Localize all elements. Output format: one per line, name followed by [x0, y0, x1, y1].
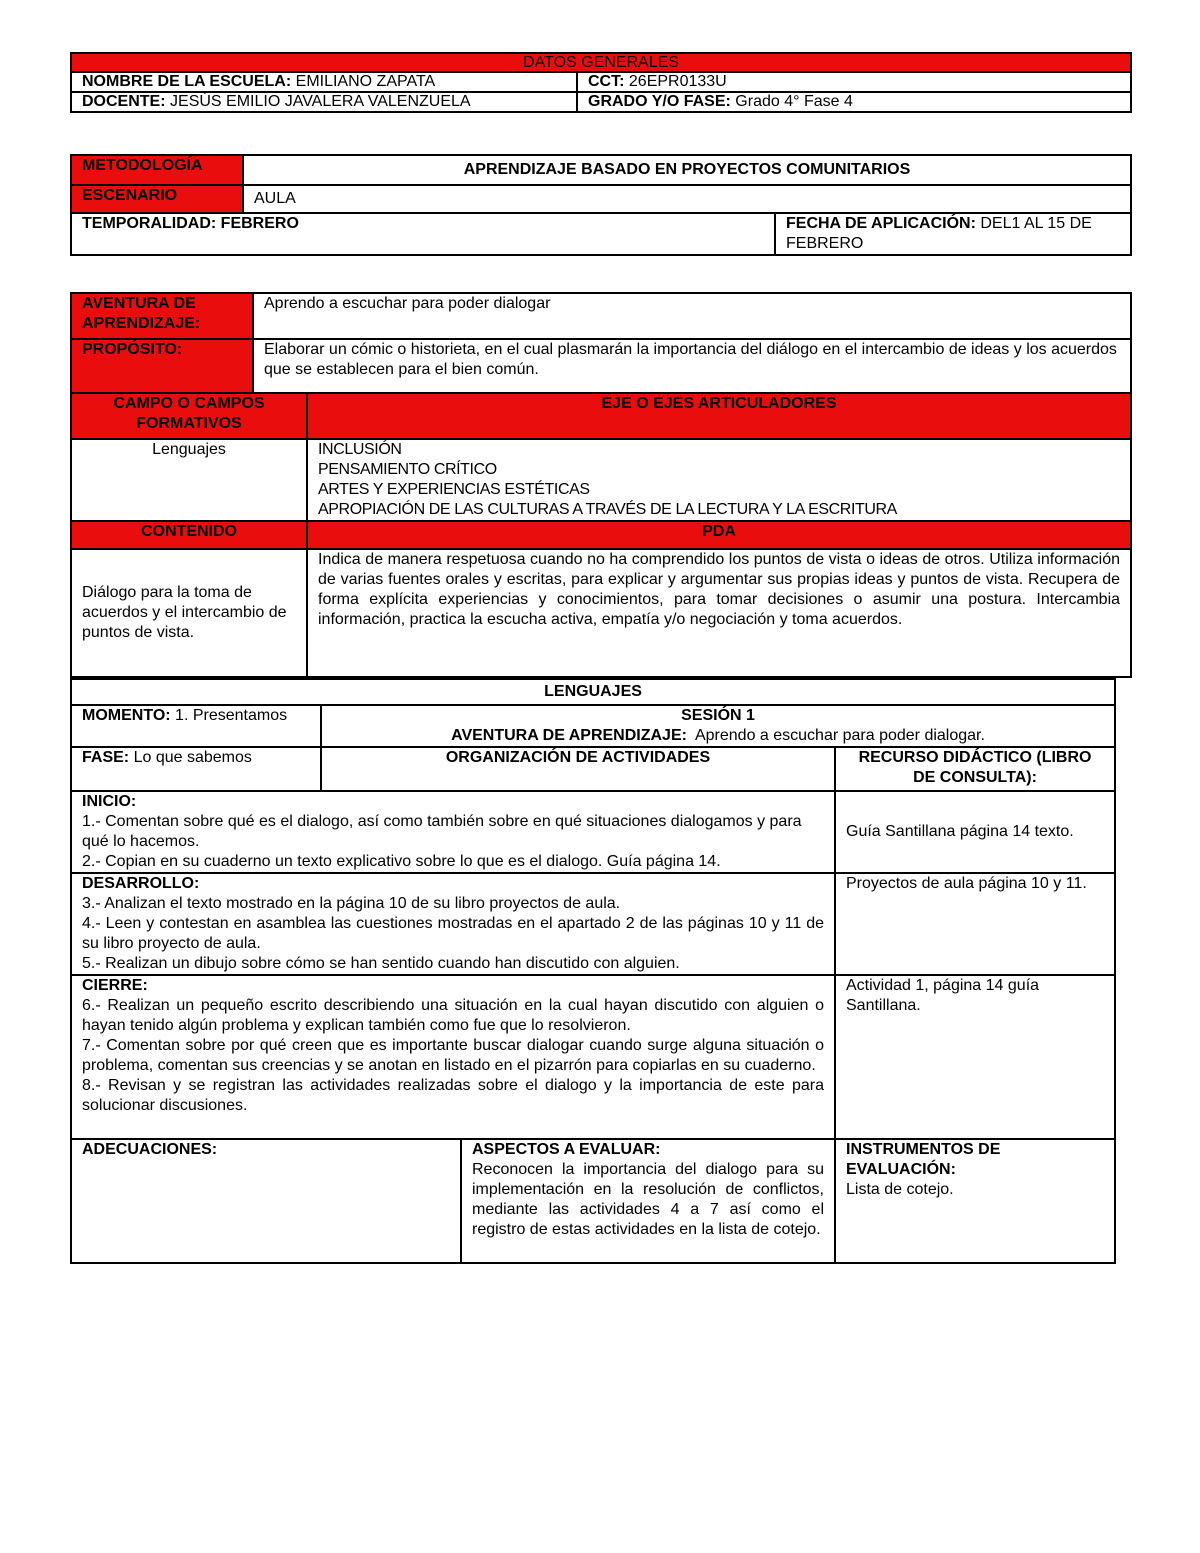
- adecuaciones-label: ADECUACIONES:: [71, 1139, 461, 1263]
- recurso-header: RECURSO DIDÁCTICO (LIBRO DE CONSULTA):: [835, 747, 1115, 791]
- aspectos-cell: [461, 1139, 835, 1263]
- inicio-cell: [71, 791, 835, 873]
- escuela-value: EMILIANO ZAPATA: [295, 73, 436, 90]
- desarrollo-label: DESARROLLO:: [82, 875, 200, 892]
- desarrollo-item: 5.- Realizan un dibujo sobre cómo se han sentido cuando han discutido con alguien.: [82, 955, 680, 972]
- inicio-label: INICIO:: [82, 793, 137, 810]
- grado-value: Grado 4° Fase 4: [735, 93, 853, 110]
- fase-cell: [71, 747, 321, 791]
- inicio-item: 1.- Comentan sobre qué es el dialogo, así como también sobre en qué situaciones dialogamos y para qué lo hacemos.: [82, 813, 802, 850]
- eje-header: EJE O EJES ARTICULADORES: [307, 393, 1131, 439]
- contenido-value: Diálogo para la toma de acuerdos y el intercambio de puntos de vista.: [71, 549, 307, 677]
- cierre-label: CIERRE:: [82, 977, 148, 994]
- datos-generales-table: [70, 52, 1132, 113]
- aventura-value: Aprendo a escuchar para poder dialogar: [253, 293, 1131, 339]
- inicio-item: 2.- Copian en su cuaderno un texto explicativo sobre lo que es el dialogo. Guía página 14.: [82, 853, 721, 870]
- aspectos-value: Reconocen la importancia del dialogo para su implementación en la resolución de conflictos, mediante las actividades 4 a 7 así como el registro de estas actividades en la lista de cotejo.: [472, 1161, 824, 1238]
- metodologia-table: [70, 154, 1132, 256]
- escuela-label: NOMBRE DE LA ESCUELA:: [82, 73, 292, 90]
- desarrollo-item: 4.- Leen y contestan en asamblea las cuestiones mostradas en el apartado 2 de las páginas 10 y 11 de su libro proyecto de aula.: [82, 915, 824, 952]
- datos-generales-header: DATOS GENERALES: [71, 53, 1131, 72]
- temporalidad-label: TEMPORALIDAD:: [82, 215, 217, 232]
- cct-value: 26EPR0133U: [628, 73, 727, 90]
- inicio-recurso: Guía Santillana página 14 texto.: [835, 791, 1115, 873]
- fase-value: Lo que sabemos: [133, 749, 252, 766]
- escenario-label: ESCENARIO: [71, 185, 243, 213]
- instrumentos-label: INSTRUMENTOS DE EVALUACIÓN:: [846, 1141, 1001, 1178]
- aventura-label: AVENTURA DE APRENDIZAJE:: [71, 293, 253, 339]
- fecha-label: FECHA DE APLICACIÓN:: [786, 215, 976, 232]
- contenido-header: CONTENIDO: [71, 521, 307, 549]
- desarrollo-item: 3.- Analizan el texto mostrado en la página 10 de su libro proyectos de aula.: [82, 895, 621, 912]
- momento-value: 1. Presentamos: [175, 707, 288, 724]
- eje-item: PENSAMIENTO CRÍTICO: [318, 461, 497, 478]
- cierre-recurso: Actividad 1, página 14 guía Santillana.: [835, 975, 1115, 1139]
- escuela-cell: [71, 72, 577, 92]
- campo-value: Lenguajes: [71, 439, 307, 521]
- lenguajes-title: LENGUAJES: [71, 679, 1115, 705]
- sesion-cell: [321, 705, 1115, 747]
- docente-value: JESÚS EMILIO JAVALERA VALENZUELA: [170, 93, 471, 110]
- fecha-value: DEL1 AL 15 DE FEBRERO: [786, 215, 1092, 252]
- cierre-cell: [71, 975, 835, 1139]
- aventura-table: [70, 292, 1132, 678]
- proposito-label: PROPÓSITO:: [71, 339, 253, 393]
- eje-item: INCLUSIÓN: [318, 441, 402, 458]
- cct-cell: [577, 72, 1131, 92]
- sesion-table: [70, 678, 1116, 1264]
- escenario-value: AULA: [243, 185, 1131, 213]
- metodologia-value: APRENDIZAJE BASADO EN PROYECTOS COMUNITARIOS: [243, 155, 1131, 185]
- desarrollo-recurso: Proyectos de aula página 10 y 11.: [835, 873, 1115, 975]
- momento-label: MOMENTO:: [82, 707, 171, 724]
- docente-cell: [71, 92, 577, 112]
- sesion-aventura-value: Aprendo a escuchar para poder dialogar.: [694, 727, 985, 744]
- sesion-label: SESIÓN 1: [681, 707, 755, 724]
- temporalidad-cell: [71, 213, 775, 255]
- eje-item: APROPIACIÓN DE LAS CULTURAS A TRAVÉS DE LA LECTURA Y LA ESCRITURA: [318, 501, 897, 518]
- aspectos-label: ASPECTOS A EVALUAR:: [472, 1141, 661, 1158]
- cct-label: CCT:: [588, 73, 625, 90]
- temporalidad-value: FEBRERO: [220, 215, 299, 232]
- pda-value: Indica de manera respetuosa cuando no ha comprendido los puntos de vista o ideas de otros. Utiliza información de varias fuentes orales y escritas, para explicar y argumentar sus propias ideas y puntos de vista. Recupera de forma explícita experiencias y conocimientos, para tomar decisiones o asumir una postura. Intercambia información, practica la escucha activa, empatía y/o negociación y toma acuerdos.: [307, 549, 1131, 677]
- instrumentos-value: Lista de cotejo.: [846, 1181, 954, 1198]
- campo-header: CAMPO O CAMPOS FORMATIVOS: [71, 393, 307, 439]
- cierre-item: 8.- Revisan y se registran las actividades realizadas sobre el dialogo y la importancia de este para solucionar discusiones.: [82, 1077, 824, 1114]
- eje-item: ARTES Y EXPERIENCIAS ESTÉTICAS: [318, 481, 590, 498]
- docente-label: DOCENTE:: [82, 93, 166, 110]
- instrumentos-cell: [835, 1139, 1115, 1263]
- momento-cell: [71, 705, 321, 747]
- ejes-list: [307, 439, 1131, 521]
- fase-label: FASE:: [82, 749, 130, 766]
- sesion-aventura-label: AVENTURA DE APRENDIZAJE:: [451, 727, 687, 744]
- organizacion-header: ORGANIZACIÓN DE ACTIVIDADES: [321, 747, 835, 791]
- fecha-cell: [775, 213, 1131, 255]
- proposito-value: Elaborar un cómic o historieta, en el cual plasmarán la importancia del diálogo en el intercambio de ideas y los acuerdos que se establecen para el bien común.: [253, 339, 1131, 393]
- pda-header: PDA: [307, 521, 1131, 549]
- grado-label: GRADO Y/O FASE:: [588, 93, 731, 110]
- grado-cell: [577, 92, 1131, 112]
- cierre-item: 6.- Realizan un pequeño escrito describiendo una situación en la cual hayan discutido con alguien o hayan tenido algún problema y explican también como fue que lo resolvieron.: [82, 997, 824, 1034]
- cierre-item: 7.- Comentan sobre por qué creen que es importante buscar dialogar cuando surge alguna situación o problema, comentan sus creencias y se anotan en listado en el pizarrón para copiarlas en su cuaderno.: [82, 1037, 824, 1074]
- metodologia-label: METODOLOGÍA: [71, 155, 243, 185]
- desarrollo-cell: [71, 873, 835, 975]
